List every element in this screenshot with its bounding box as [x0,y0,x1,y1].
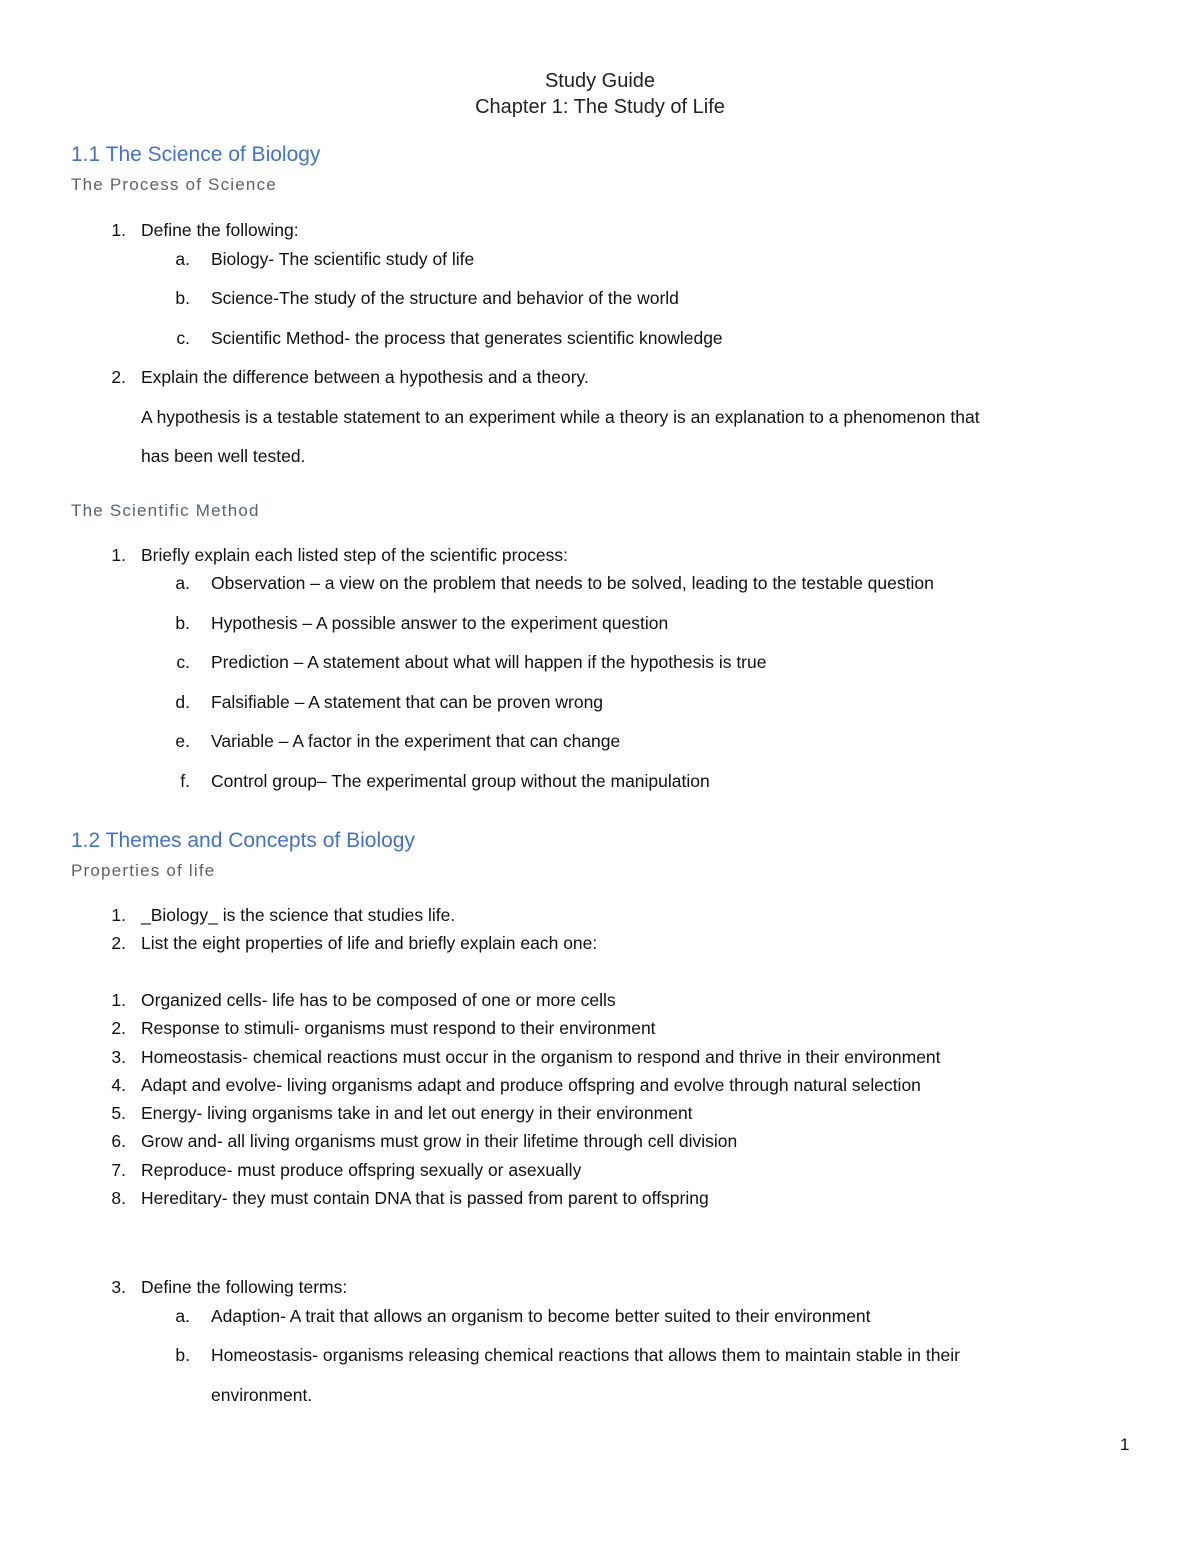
question-text: Briefly explain each listed step of the scientific process: [141,545,569,565]
answer-text: A hypothesis is a testable statement to an experiment while a theory is an explanation to a phenomenon that [141,407,980,427]
list-item: Observation – a view on the problem that needs to be solved, leading to the testable question [211,573,934,593]
list-item: Prediction – A statement about what will happen if the hypothesis is true [211,652,767,672]
list-letter: b. [175,613,190,633]
property-item: Hereditary- they must contain DNA that is passed from parent to offspring [141,1188,709,1208]
question-text: Define the following: [141,220,299,240]
list-number: 3. [111,1277,126,1297]
list-number: 4. [111,1075,126,1095]
section-heading-1-2: 1.2 Themes and Concepts of Biology [71,829,415,852]
page-number: 1 [1120,1435,1130,1454]
list-item: Falsifiable – A statement that can be proven wrong [211,692,604,712]
question-text: _Biology_ is the science that studies life. [141,905,456,925]
list-number: 2. [111,1018,126,1038]
property-item: Organized cells- life has to be composed of one or more cells [141,990,616,1010]
property-item: Homeostasis- chemical reactions must occur in the organism to respond and thrive in their environment [141,1047,941,1067]
list-letter: b. [175,288,190,308]
subsection-heading-properties-of-life: Properties of life [71,861,216,880]
list-number: 8. [111,1188,126,1208]
question-text: Define the following terms: [141,1277,348,1297]
question-text: Explain the difference between a hypothesis and a theory. [141,367,589,387]
list-item-continuation: environment. [211,1385,313,1405]
property-item: Energy- living organisms take in and let out energy in their environment [141,1103,693,1123]
list-number: 7. [111,1160,126,1180]
list-item: Science-The study of the structure and behavior of the world [211,288,679,308]
list-letter: a. [175,249,190,269]
list-item: Biology- The scientific study of life [211,249,475,269]
list-number: 1. [111,990,126,1010]
section-heading-1-1: 1.1 The Science of Biology [71,143,321,166]
list-letter: c. [176,328,190,348]
list-letter: b. [175,1345,190,1365]
list-number: 1. [111,220,126,240]
list-number: 1. [111,905,126,925]
list-number: 6. [111,1131,126,1151]
list-letter: c. [176,652,190,672]
list-item: Variable – A factor in the experiment that can change [211,731,621,751]
answer-text: has been well tested. [141,446,306,466]
list-letter: d. [175,692,190,712]
list-letter: a. [175,1306,190,1326]
list-item: Scientific Method- the process that generates scientific knowledge [211,328,723,348]
list-number: 3. [111,1047,126,1067]
list-item: Hypothesis – A possible answer to the experiment question [211,613,669,633]
list-item: Adaption- A trait that allows an organism to become better suited to their environment [211,1306,871,1326]
property-item: Reproduce- must produce offspring sexually or asexually [141,1160,582,1180]
subsection-heading-scientific-method: The Scientific Method [71,501,260,520]
list-item: Control group– The experimental group without the manipulation [211,771,710,791]
property-item: Response to stimuli- organisms must respond to their environment [141,1018,656,1038]
list-number: 5. [111,1103,126,1123]
list-number: 2. [111,367,126,387]
list-number: 1. [111,545,126,565]
list-item: Homeostasis- organisms releasing chemical reactions that allows them to maintain stable in their [211,1345,960,1365]
list-letter: f. [180,771,190,791]
list-letter: a. [175,573,190,593]
list-letter: e. [175,731,190,751]
document-title: Study Guide [544,70,656,92]
property-item: Adapt and evolve- living organisms adapt and produce offspring and evolve through natural selection [141,1075,921,1095]
document-subtitle: Chapter 1: The Study of Life [475,96,725,118]
subsection-heading-process-of-science: The Process of Science [71,175,277,194]
property-item: Grow and- all living organisms must grow in their lifetime through cell division [141,1131,738,1151]
question-text: List the eight properties of life and briefly explain each one: [141,933,598,953]
list-number: 2. [111,933,126,953]
